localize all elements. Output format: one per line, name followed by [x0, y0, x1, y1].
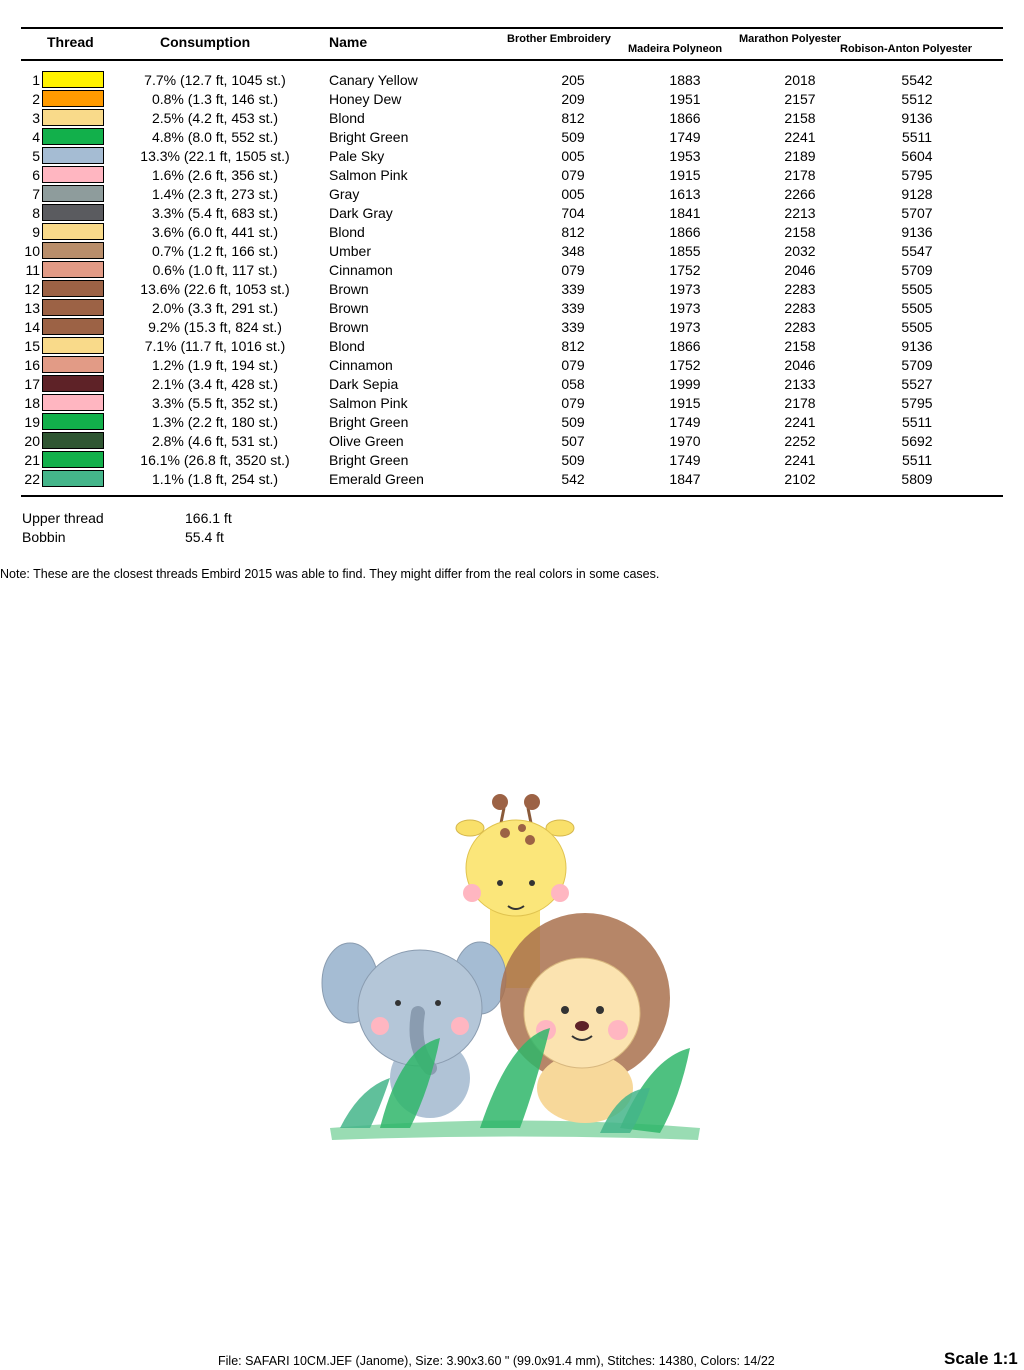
header-thread: Thread — [47, 34, 94, 50]
thread-name: Pale Sky — [329, 148, 385, 164]
thread-number: 6 — [32, 167, 40, 183]
bobbin-value: 55.4 ft — [185, 529, 224, 545]
thread-row — [0, 393, 1024, 412]
thread-row — [0, 241, 1024, 260]
brother-code: 509 — [561, 414, 585, 430]
header-madeira: Madeira Polyneon — [628, 43, 723, 55]
thread-consumption: 0.8% (1.3 ft, 146 st.) — [151, 91, 279, 107]
madeira-code: 1915 — [669, 395, 701, 411]
robison-code: 5527 — [901, 376, 933, 392]
brother-code: 348 — [561, 243, 585, 259]
thread-consumption: 4.8% (8.0 ft, 552 st.) — [151, 129, 279, 145]
madeira-code: 1953 — [669, 148, 701, 164]
thread-name: Cinnamon — [329, 262, 393, 278]
thread-color-swatch — [42, 337, 104, 354]
robison-code: 5542 — [901, 72, 933, 88]
thread-name: Blond — [329, 338, 365, 354]
madeira-code: 1970 — [669, 433, 701, 449]
marathon-code: 2189 — [784, 148, 816, 164]
robison-code: 5505 — [901, 319, 933, 335]
thread-number: 8 — [32, 205, 40, 221]
header-brother: Brother Embroidery — [507, 33, 611, 45]
madeira-code: 1749 — [669, 452, 701, 468]
brother-code: 509 — [561, 452, 585, 468]
thread-row — [0, 279, 1024, 298]
marathon-code: 2213 — [784, 205, 816, 221]
bottom-rule — [21, 495, 1003, 497]
robison-code: 5511 — [901, 129, 933, 145]
robison-code: 5692 — [901, 433, 933, 449]
madeira-code: 1847 — [669, 471, 701, 487]
madeira-code: 1973 — [669, 300, 701, 316]
header-consumption: Consumption — [160, 34, 251, 50]
thread-color-swatch — [42, 394, 104, 411]
thread-color-swatch — [42, 166, 104, 183]
thread-row — [0, 336, 1024, 355]
scale-label: Scale 1:1 — [944, 1349, 1018, 1368]
marathon-code: 2133 — [784, 376, 816, 392]
robison-code: 5809 — [901, 471, 933, 487]
thread-name: Bright Green — [329, 414, 409, 430]
thread-name: Honey Dew — [329, 91, 402, 107]
thread-number: 11 — [25, 262, 40, 278]
thread-name: Salmon Pink — [329, 395, 408, 411]
thread-consumption: 7.1% (11.7 ft, 1016 st.) — [144, 338, 286, 354]
marathon-code: 2266 — [784, 186, 816, 202]
thread-color-swatch — [42, 185, 104, 202]
brother-code: 339 — [561, 319, 585, 335]
brother-code: 209 — [561, 91, 585, 107]
brother-code: 339 — [561, 300, 585, 316]
thread-color-swatch — [42, 242, 104, 259]
robison-code: 5547 — [901, 243, 933, 259]
thread-consumption: 1.2% (1.9 ft, 194 st.) — [151, 357, 279, 373]
madeira-code: 1915 — [669, 167, 701, 183]
marathon-code: 2158 — [784, 338, 816, 354]
thread-color-swatch — [42, 223, 104, 240]
robison-code: 9136 — [901, 110, 933, 126]
marathon-code: 2241 — [784, 414, 816, 430]
thread-number: 20 — [24, 433, 40, 449]
thread-row — [0, 70, 1024, 89]
marathon-code: 2158 — [784, 110, 816, 126]
thread-consumption: 1.3% (2.2 ft, 180 st.) — [151, 414, 279, 430]
robison-code: 5505 — [901, 281, 933, 297]
robison-code: 5604 — [901, 148, 933, 164]
thread-color-swatch — [42, 109, 104, 126]
thread-number: 5 — [32, 148, 40, 164]
thread-row — [0, 374, 1024, 393]
thread-row — [0, 260, 1024, 279]
robison-code: 5795 — [901, 395, 933, 411]
robison-code: 5795 — [901, 167, 933, 183]
thread-consumption: 9.2% (15.3 ft, 824 st.) — [148, 319, 282, 335]
thread-number: 10 — [24, 243, 40, 259]
marathon-code: 2032 — [784, 243, 816, 259]
thread-number: 9 — [32, 224, 40, 240]
thread-name: Canary Yellow — [329, 72, 418, 88]
brother-code: 058 — [561, 376, 585, 392]
thread-row — [0, 165, 1024, 184]
header-marathon: Marathon Polyester — [739, 33, 842, 45]
marathon-code: 2102 — [784, 471, 816, 487]
brother-code: 812 — [561, 224, 585, 240]
thread-consumption: 0.7% (1.2 ft, 166 st.) — [151, 243, 279, 259]
madeira-code: 1752 — [669, 262, 701, 278]
thread-row — [0, 412, 1024, 431]
thread-name: Cinnamon — [329, 357, 393, 373]
thread-consumption: 3.3% (5.4 ft, 683 st.) — [151, 205, 279, 221]
brother-code: 079 — [561, 262, 585, 278]
thread-name: Brown — [329, 281, 369, 297]
thread-color-swatch — [42, 356, 104, 373]
thread-number: 15 — [24, 338, 40, 354]
thread-number: 4 — [32, 129, 40, 145]
madeira-code: 1883 — [669, 72, 701, 88]
marathon-code: 2283 — [784, 281, 816, 297]
thread-name: Gray — [329, 186, 360, 202]
thread-consumption: 2.5% (4.2 ft, 453 st.) — [151, 110, 279, 126]
thread-number: 17 — [24, 376, 40, 392]
madeira-code: 1973 — [669, 319, 701, 335]
top-rule — [21, 27, 1003, 29]
header-name: Name — [329, 34, 368, 50]
thread-color-swatch — [42, 128, 104, 145]
thread-number: 7 — [32, 186, 40, 202]
brother-code: 339 — [561, 281, 585, 297]
thread-consumption: 2.1% (3.4 ft, 428 st.) — [151, 376, 279, 392]
thread-row — [0, 450, 1024, 469]
thread-color-swatch — [42, 451, 104, 468]
brother-code: 005 — [561, 186, 585, 202]
thread-number: 18 — [24, 395, 40, 411]
marathon-code: 2283 — [784, 319, 816, 335]
thread-name: Olive Green — [329, 433, 404, 449]
madeira-code: 1951 — [669, 91, 701, 107]
marathon-code: 2178 — [784, 395, 816, 411]
thread-row — [0, 355, 1024, 374]
brother-code: 812 — [561, 110, 585, 126]
thread-consumption: 2.0% (3.3 ft, 291 st.) — [151, 300, 279, 316]
madeira-code: 1866 — [669, 110, 701, 126]
brother-code: 704 — [561, 205, 585, 221]
thread-row — [0, 108, 1024, 127]
thread-name: Blond — [329, 110, 365, 126]
thread-name: Umber — [329, 243, 372, 259]
robison-code: 5511 — [901, 452, 933, 468]
thread-color-swatch — [42, 375, 104, 392]
thread-color-swatch — [42, 280, 104, 297]
embroidery-design-preview — [320, 788, 710, 1148]
thread-name: Emerald Green — [329, 471, 424, 487]
brother-code: 005 — [561, 148, 585, 164]
thread-name: Brown — [329, 319, 369, 335]
thread-consumption: 7.7% (12.7 ft, 1045 st.) — [144, 72, 286, 88]
thread-name: Dark Gray — [329, 205, 393, 221]
thread-name: Brown — [329, 300, 369, 316]
thread-name: Dark Sepia — [329, 376, 399, 392]
thread-number: 1 — [32, 72, 40, 88]
header-robison: Robison-Anton Polyester — [840, 43, 973, 55]
thread-color-swatch — [42, 261, 104, 278]
madeira-code: 1866 — [669, 338, 701, 354]
thread-row — [0, 146, 1024, 165]
madeira-code: 1749 — [669, 129, 701, 145]
robison-code: 5505 — [901, 300, 933, 316]
brother-code: 079 — [561, 357, 585, 373]
thread-consumption: 1.6% (2.6 ft, 356 st.) — [151, 167, 279, 183]
brother-code: 079 — [561, 395, 585, 411]
marathon-code: 2178 — [784, 167, 816, 183]
marathon-code: 2046 — [784, 357, 816, 373]
thread-number: 21 — [24, 452, 40, 468]
marathon-code: 2241 — [784, 452, 816, 468]
brother-code: 507 — [561, 433, 585, 449]
madeira-code: 1841 — [669, 205, 701, 221]
thread-name: Blond — [329, 224, 365, 240]
marathon-code: 2252 — [784, 433, 816, 449]
madeira-code: 1866 — [669, 224, 701, 240]
thread-color-swatch — [42, 413, 104, 430]
thread-color-swatch — [42, 71, 104, 88]
upper-thread-value: 166.1 ft — [185, 510, 232, 526]
thread-name: Salmon Pink — [329, 167, 408, 183]
thread-consumption: 3.6% (6.0 ft, 441 st.) — [151, 224, 279, 240]
madeira-code: 1752 — [669, 357, 701, 373]
brother-code: 079 — [561, 167, 585, 183]
bobbin-label: Bobbin — [22, 529, 66, 545]
thread-color-swatch — [42, 204, 104, 221]
robison-code: 5707 — [901, 205, 933, 221]
note-text: Note: These are the closest threads Embird 2015 was able to find. They might differ from the real colors in some cases. — [0, 567, 660, 581]
thread-color-swatch — [42, 470, 104, 487]
thread-consumption: 0.6% (1.0 ft, 117 st.) — [152, 262, 278, 278]
thread-number: 22 — [24, 471, 40, 487]
robison-code: 9128 — [901, 186, 933, 202]
file-info-footer: File: SAFARI 10CM.JEF (Janome), Size: 3.90x3.60 " (99.0x91.4 mm), Stitches: 14380, Colors: 14/22 — [218, 1354, 775, 1368]
thread-color-swatch — [42, 147, 104, 164]
madeira-code: 1855 — [669, 243, 701, 259]
thread-consumption: 13.6% (22.6 ft, 1053 st.) — [140, 281, 290, 297]
thread-color-swatch — [42, 299, 104, 316]
thread-consumption: 16.1% (26.8 ft, 3520 st.) — [140, 452, 290, 468]
robison-code: 5709 — [901, 357, 933, 373]
header-rule — [21, 59, 1003, 61]
thread-row — [0, 298, 1024, 317]
robison-code: 9136 — [901, 224, 933, 240]
brother-code: 812 — [561, 338, 585, 354]
marathon-code: 2241 — [784, 129, 816, 145]
thread-consumption: 1.4% (2.3 ft, 273 st.) — [151, 186, 279, 202]
madeira-code: 1749 — [669, 414, 701, 430]
thread-name: Bright Green — [329, 129, 409, 145]
thread-row — [0, 222, 1024, 241]
thread-number: 13 — [24, 300, 40, 316]
thread-row — [0, 203, 1024, 222]
robison-code: 5511 — [901, 414, 933, 430]
robison-code: 9136 — [901, 338, 933, 354]
robison-code: 5512 — [901, 91, 933, 107]
thread-number: 14 — [24, 319, 40, 335]
brother-code: 542 — [561, 471, 585, 487]
madeira-code: 1613 — [669, 186, 701, 202]
thread-row — [0, 469, 1024, 488]
thread-number: 19 — [24, 414, 40, 430]
madeira-code: 1973 — [669, 281, 701, 297]
thread-consumption: 2.8% (4.6 ft, 531 st.) — [151, 433, 279, 449]
marathon-code: 2283 — [784, 300, 816, 316]
madeira-code: 1999 — [669, 376, 701, 392]
thread-row — [0, 317, 1024, 336]
brother-code: 509 — [561, 129, 585, 145]
marathon-code: 2018 — [784, 72, 816, 88]
robison-code: 5709 — [901, 262, 933, 278]
marathon-code: 2046 — [784, 262, 816, 278]
thread-consumption: 3.3% (5.5 ft, 352 st.) — [151, 395, 279, 411]
thread-number: 2 — [32, 91, 40, 107]
brother-code: 205 — [561, 72, 585, 88]
upper-thread-label: Upper thread — [22, 510, 104, 526]
thread-consumption: 13.3% (22.1 ft, 1505 st.) — [140, 148, 290, 164]
thread-color-swatch — [42, 90, 104, 107]
marathon-code: 2157 — [784, 91, 816, 107]
thread-name: Bright Green — [329, 452, 409, 468]
marathon-code: 2158 — [784, 224, 816, 240]
thread-color-swatch — [42, 318, 104, 335]
thread-row — [0, 127, 1024, 146]
thread-consumption: 1.1% (1.8 ft, 254 st.) — [151, 471, 279, 487]
thread-number: 12 — [24, 281, 40, 297]
thread-number: 16 — [24, 357, 40, 373]
thread-row — [0, 184, 1024, 203]
thread-number: 3 — [32, 110, 40, 126]
thread-row — [0, 89, 1024, 108]
thread-color-swatch — [42, 432, 104, 449]
thread-row — [0, 431, 1024, 450]
